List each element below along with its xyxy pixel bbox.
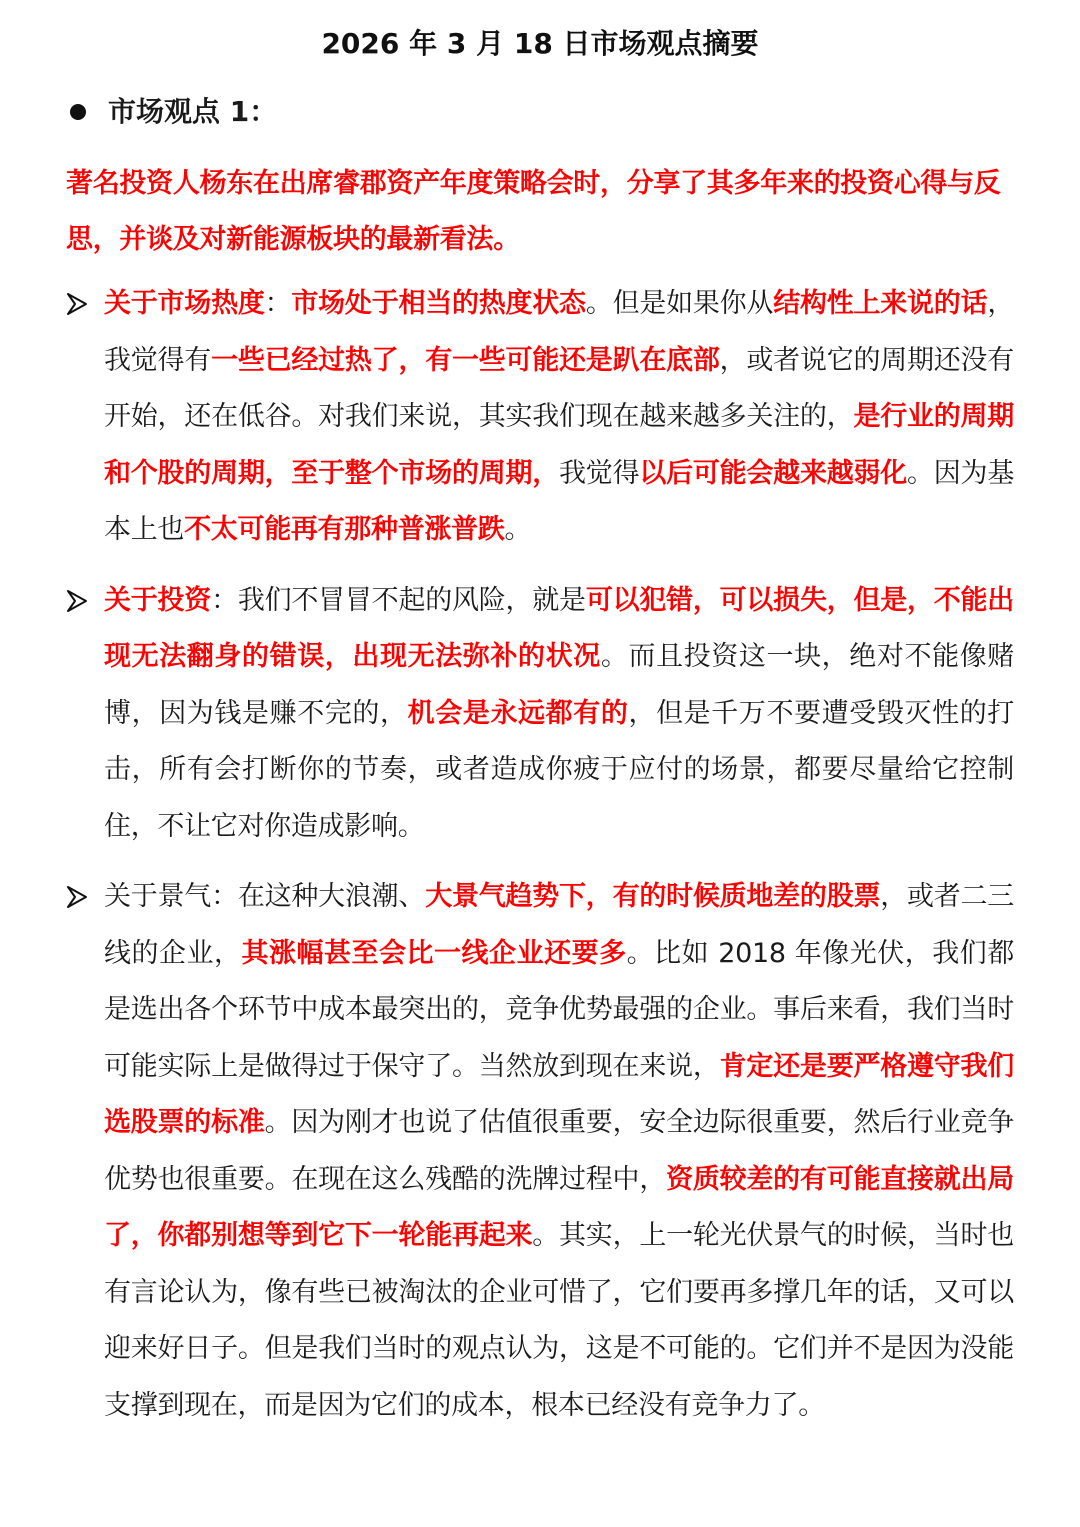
highlighted-text: 结构性上来说的话 — [773, 288, 988, 319]
highlighted-text: 市场处于相当的热度状态 — [291, 288, 586, 319]
body-text: ，或者说它的周期还没有开始，还在低谷。对我们来说，其实我们现在越来越多关注的， — [104, 344, 1014, 432]
highlighted-text: 是行业的周期和个股的周期，至于整个市场的周期， — [104, 401, 1015, 489]
page-title: 2026 年 3 月 18 日市场观点摘要 — [321, 27, 759, 60]
point-investment — [66, 573, 1014, 856]
highlighted-text: 肯定还是要严格遵守我们选股票的标准 — [104, 1050, 1014, 1138]
body-text: 。而且投资这一块，绝对不能像赌博，因为钱是赚不完的， — [104, 641, 1014, 729]
point-market-heat — [66, 276, 1014, 559]
highlighted-text: 资质较差的有可能直接就出局了，你都别想等到它下一轮能再起来 — [104, 1163, 1014, 1251]
body-text: ，或者二三线的企业， — [104, 881, 1014, 969]
body-text: 。其实，上一轮光伏景气的时候，当时也有言论认为，像有些已被淘汰的企业可惜了，它们要再多撑几年的话，又可以迎来好日子。但是我们当时的观点认为，这是不可能的。它们并不是因为没能支撑到现在，而是因为它们的成本，根本已经没有竞争力了。 — [104, 1220, 1014, 1421]
body-text: ，但是千万不要遭受毁灭性的打击，所有会打断你的节奏，或者造成你疲于应付的场景，都要尽量给它控制住，不让它对你造成影响。 — [104, 697, 1014, 842]
body-text: 。因为刚才也说了估值很重要，安全边际很重要，然后行业竞争优势也很重要。在现在这么残酷的洗牌过程中， — [104, 1107, 1014, 1195]
body-text: 。比如 2018 年像光伏，我们都是选出各个环节中成本最突出的，竞争优势最强的企业。事后来看，我们当时可能实际上是做得过于保守了。当然放到现在来说， — [104, 937, 1015, 1082]
highlighted-text: 不太可能再有那种普涨普跌 — [184, 514, 505, 545]
body-text: 我觉得 — [559, 457, 640, 489]
highlighted-text: 关于投资 — [104, 584, 212, 616]
points-list — [66, 276, 1014, 1434]
highlighted-text: 其涨幅甚至会比一线企业还要多 — [241, 937, 627, 969]
body-text: 关于景气：在这种大浪潮、 — [104, 881, 426, 912]
filled-circle-bullet-icon — [70, 104, 86, 120]
highlighted-text: 大景气趋势下，有的时候质地差的股票 — [425, 881, 881, 912]
arrowhead-bullet-icon — [66, 589, 88, 613]
arrowhead-bullet-icon — [66, 885, 88, 909]
point-prosperity — [66, 869, 1014, 1434]
section-heading-label: 市场观点 1： — [108, 95, 278, 128]
body-text: ：我们不冒冒不起的风险，就是 — [211, 584, 586, 616]
highlighted-text: 机会是永远都有的 — [407, 697, 629, 729]
highlighted-text: 以后可能会越来越弱化 — [639, 457, 908, 489]
body-text: 。 — [504, 514, 532, 545]
section-heading — [66, 92, 1014, 132]
highlighted-text: 关于市场热度 — [104, 288, 265, 319]
body-text: ： — [264, 288, 292, 319]
intro-paragraph: 著名投资人杨东在出席睿郡资产年度策略会时，分享了其多年来的投资心得与反思，并谈及对新能源板块的最新看法。 — [66, 168, 1001, 255]
arrowhead-bullet-icon — [66, 292, 88, 316]
highlighted-text: 可以犯错，可以损失，但是，不能出现无法翻身的错误，出现无法弥补的状况 — [104, 584, 1014, 672]
body-text: ，我觉得有 — [104, 288, 1015, 376]
highlighted-text: 一些已经过热了，有一些可能还是趴在底部 — [211, 344, 720, 376]
body-text: 。因为基本上也 — [104, 457, 1015, 545]
body-text: 。但是如果你从 — [585, 288, 774, 319]
